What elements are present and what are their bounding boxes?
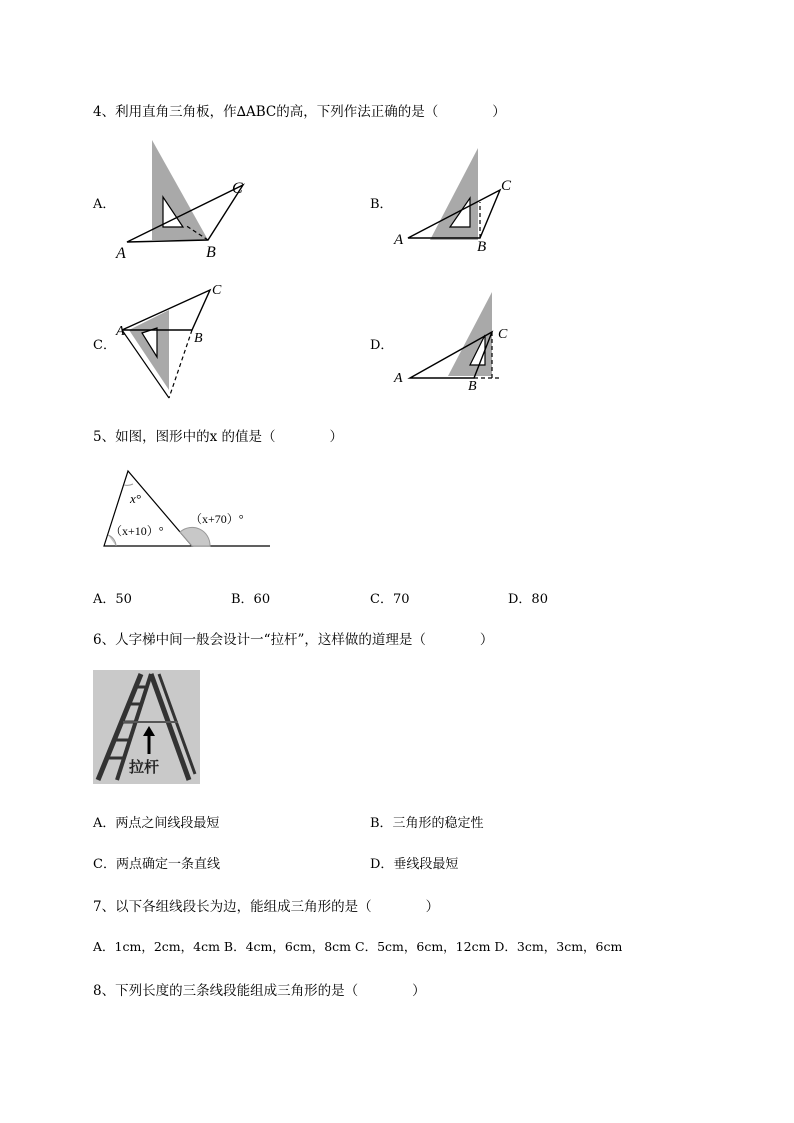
angle-arc-top	[124, 484, 133, 485]
q4-figure-a	[110, 135, 270, 265]
q5-option-b: B．60	[231, 592, 271, 607]
q4-figure-d	[390, 290, 530, 400]
q5-option-a: A．50	[93, 592, 132, 607]
vertex-b-label: B	[477, 239, 487, 255]
q4-option-a-letter: A．	[93, 197, 116, 212]
q7-options-line: A．1cm，2cm，4cm B．4cm，6cm，8cm C．5cm，6cm，12cm D．3cm，3cm，6cm	[93, 939, 623, 954]
vertex-b-label: B	[468, 379, 477, 394]
vertex-b-label: B	[194, 331, 203, 346]
q6-option-b: B．三角形的稳定性	[370, 816, 484, 831]
question-8-stem: 8、下列长度的三条线段能组成三角形的是（ ）	[93, 983, 426, 999]
bottom-angle-label: （x+10）°	[110, 524, 164, 538]
vertex-c-label: C	[232, 180, 243, 197]
q6-option-c: C．两点确定一条直线	[93, 857, 220, 872]
vertex-c-label: C	[212, 283, 222, 298]
q5-option-c: C．70	[370, 592, 410, 607]
question-6-stem: 6、人字梯中间一般会设计一“拉杆”，这样做的道理是（ ）	[93, 632, 494, 648]
vertex-a-label: A	[116, 245, 126, 262]
arrow-up-icon	[143, 726, 155, 736]
q5-option-d: D．80	[508, 592, 548, 607]
q4-option-c-letter: C．	[93, 338, 116, 353]
vertex-a-label: A	[394, 232, 404, 248]
question-4-stem: 4、利用直角三角板，作∆ABC的高，下列作法正确的是（ ）	[93, 104, 506, 120]
top-angle-label: x°	[130, 491, 141, 506]
exterior-angle-label: （x+70）°	[190, 512, 244, 526]
q4-figure-c	[112, 280, 242, 405]
q6-option-a: A．两点之间线段最短	[93, 816, 220, 831]
question-7-stem: 7、以下各组线段长为边，能组成三角形的是（ ）	[93, 899, 440, 915]
set-square-shape	[129, 310, 169, 390]
vertex-b-label: B	[206, 244, 216, 261]
q4-figure-b	[390, 140, 530, 260]
vertex-c-label: C	[501, 178, 512, 194]
q6-option-d: D．垂线段最短	[370, 857, 459, 872]
q4-option-b-letter: B．	[370, 197, 393, 212]
ladder-label: 拉杆	[129, 758, 160, 776]
vertex-c-label: C	[498, 327, 508, 342]
ladder-right-rail-back	[159, 674, 195, 774]
angle-arc-exterior	[180, 527, 210, 546]
q4-option-d-letter: D．	[370, 338, 394, 353]
vertex-a-label: A	[116, 324, 125, 339]
q5-triangle-figure	[100, 465, 280, 555]
question-5-stem: 5、如图，图形中的x 的值是（ ）	[93, 429, 343, 445]
extension-dashed	[169, 330, 192, 398]
vertex-a-label: A	[394, 371, 403, 386]
ladder-photo	[93, 670, 200, 784]
